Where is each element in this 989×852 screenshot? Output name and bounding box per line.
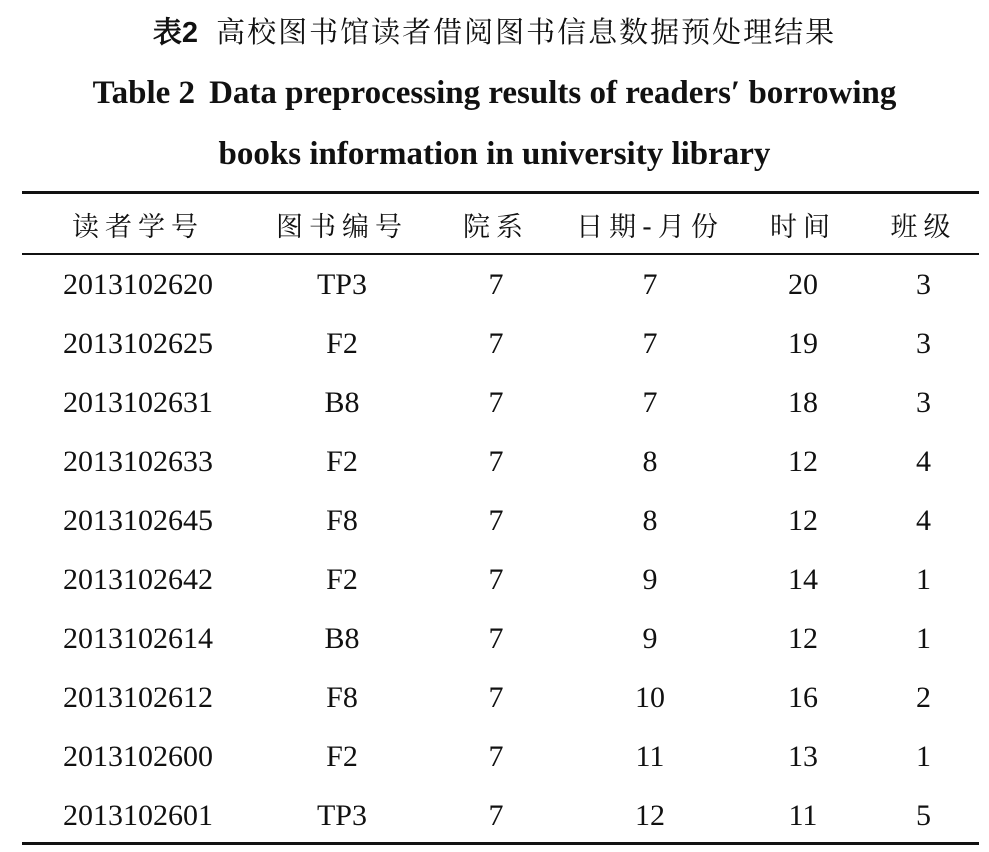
cell-date-month: 9: [642, 562, 658, 596]
cell-time: 19: [788, 326, 818, 360]
cell-student-id: 2013102631: [63, 385, 213, 419]
cell-student-id: 2013102633: [63, 444, 213, 478]
cell-department: 7: [488, 739, 504, 773]
cell-department: 7: [488, 798, 504, 832]
column-header-time: 时间: [770, 211, 836, 243]
cell-student-id: 2013102601: [63, 798, 213, 832]
cell-book-number: B8: [324, 621, 360, 655]
cell-book-number: F8: [326, 680, 358, 714]
cell-class: 3: [916, 326, 931, 360]
data-table: [22, 194, 979, 845]
cell-class: 1: [916, 621, 931, 655]
cell-book-number: TP3: [316, 267, 367, 301]
cell-department: 7: [488, 503, 504, 537]
table-row: [22, 491, 979, 550]
cell-department: 7: [488, 444, 504, 478]
table-header-row: [22, 194, 979, 254]
table-row: [22, 550, 979, 609]
cell-class: 3: [916, 267, 931, 301]
cell-date-month: 7: [642, 326, 658, 360]
cell-time: 12: [788, 503, 818, 537]
cell-department: 7: [488, 326, 504, 360]
table-caption-chinese: [0, 12, 989, 53]
table-number-english: Table 2: [92, 75, 196, 111]
cell-book-number: F2: [326, 326, 358, 360]
cell-date-month: 8: [642, 503, 658, 537]
table-row: [22, 609, 979, 668]
table-row: [22, 668, 979, 727]
column-header-book-number: 图书编号: [276, 211, 408, 243]
cell-date-month: 11: [635, 739, 665, 773]
cell-time: 13: [788, 739, 818, 773]
cell-date-month: 10: [635, 680, 665, 714]
cell-student-id: 2013102645: [63, 503, 213, 537]
cell-book-number: TP3: [316, 798, 367, 832]
cell-date-month: 8: [642, 444, 658, 478]
cell-date-month: 7: [642, 385, 658, 419]
cell-time: 18: [788, 385, 818, 419]
table-row: [22, 432, 979, 491]
cell-time: 11: [788, 798, 818, 832]
cell-class: 4: [916, 503, 931, 537]
cell-class: 3: [916, 385, 931, 419]
cell-department: 7: [488, 621, 504, 655]
cell-student-id: 2013102642: [63, 562, 213, 596]
cell-student-id: 2013102620: [63, 267, 213, 301]
cell-department: 7: [488, 267, 504, 301]
table-caption-english-line-1: [0, 73, 989, 113]
table-row: [22, 254, 979, 314]
cell-department: 7: [488, 680, 504, 714]
column-header-class: 班级: [890, 211, 957, 243]
cell-book-number: F2: [326, 444, 358, 478]
cell-book-number: F2: [326, 562, 358, 596]
cell-time: 12: [788, 621, 818, 655]
cell-class: 1: [916, 562, 931, 596]
column-header-date-month: 日期-月份: [576, 211, 724, 243]
table-row: [22, 786, 979, 845]
table-title-english-part-1: Data preprocessing results of readers′ borrowing: [209, 75, 897, 111]
cell-student-id: 2013102600: [63, 739, 213, 773]
cell-time: 16: [788, 680, 818, 714]
column-header-student-id: 读者学号: [72, 211, 204, 243]
cell-date-month: 7: [642, 267, 658, 301]
cell-student-id: 2013102614: [63, 621, 213, 655]
cell-book-number: B8: [324, 385, 360, 419]
cell-class: 2: [916, 680, 931, 714]
cell-class: 1: [916, 739, 931, 773]
table-row: [22, 314, 979, 373]
table-title-english-part-2: books information in university library: [218, 136, 771, 172]
cell-date-month: 9: [642, 621, 658, 655]
table-title-chinese: 高校图书馆读者借阅图书信息数据预处理结果: [216, 15, 837, 49]
cell-student-id: 2013102625: [63, 326, 213, 360]
cell-department: 7: [488, 562, 504, 596]
cell-time: 20: [788, 267, 818, 301]
table-caption-english-line-2: [0, 134, 989, 174]
cell-date-month: 12: [635, 798, 665, 832]
cell-time: 12: [788, 444, 818, 478]
column-header-department: 院系: [463, 211, 529, 243]
cell-class: 5: [916, 798, 931, 832]
cell-department: 7: [488, 385, 504, 419]
table-row: [22, 373, 979, 432]
table-number-chinese: 表2: [152, 17, 199, 49]
cell-class: 4: [916, 444, 931, 478]
cell-student-id: 2013102612: [63, 680, 213, 714]
table-row: [22, 727, 979, 786]
cell-book-number: F8: [326, 503, 358, 537]
cell-book-number: F2: [326, 739, 358, 773]
cell-time: 14: [788, 562, 818, 596]
